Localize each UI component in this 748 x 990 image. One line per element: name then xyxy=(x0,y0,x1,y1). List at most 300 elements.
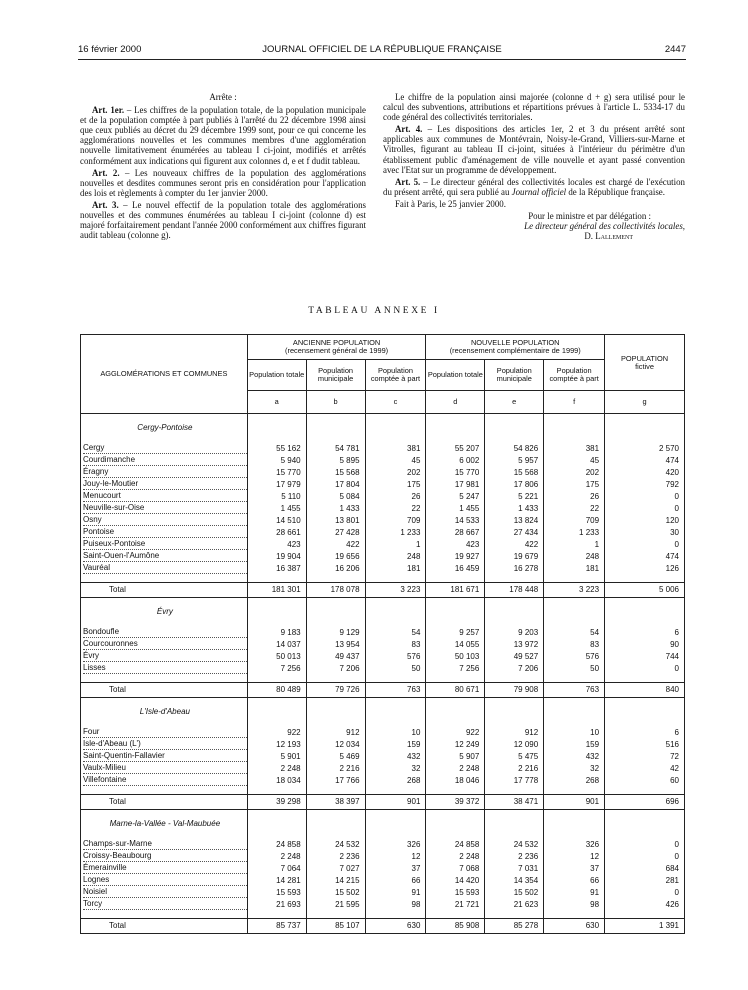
commune-value-c: 709 xyxy=(365,514,426,526)
group-spacer-cell xyxy=(306,786,365,795)
header-nouvelle-title: NOUVELLE POPULATION xyxy=(470,338,560,347)
commune-value-d: 5 247 xyxy=(426,490,485,502)
group-heading-cell xyxy=(485,606,544,618)
commune-value-b: 15 568 xyxy=(306,466,365,478)
commune-value-d: 28 667 xyxy=(426,526,485,538)
group-spacer-cell xyxy=(247,810,306,819)
header-fictive-title: POPULATION xyxy=(620,353,669,363)
commune-value-d: 17 981 xyxy=(426,478,485,490)
table-row xyxy=(81,562,685,574)
header-sub-a: Population totale xyxy=(247,360,306,391)
commune-name-text: Jouy-le-Moutier xyxy=(83,478,247,490)
article-4-text: – Les dispositions des articles 1er, 2 et 3 du présent arrêté sont applicables aux communes de Montévrain, Noisy-le-Grand, Villiers-sur-Marne et Vitrolles, figurant au tableau II ci-joint, situées à l'intérieur du périmètre d'un établissement public d'aménagement de ville nouvelle et ayant passé convention avec l'Etat sur un programme de développement. xyxy=(383,124,685,175)
total-value-d: 80 671 xyxy=(426,683,485,698)
group-spacer-cell xyxy=(605,830,685,838)
group-spacer-cell xyxy=(365,810,426,819)
commune-value-f: 26 xyxy=(544,490,605,502)
group-spacer xyxy=(81,674,685,683)
commune-value-e: 19 679 xyxy=(485,550,544,562)
commune-name xyxy=(81,662,248,674)
commune-value-f: 381 xyxy=(544,442,605,454)
table-row xyxy=(81,478,685,490)
group-spacer-cell xyxy=(81,574,248,583)
table-row xyxy=(81,850,685,862)
commune-name-text: Croissy-Beaubourg xyxy=(83,850,247,862)
table-row xyxy=(81,886,685,898)
group-heading-cell xyxy=(306,606,365,618)
header-rule xyxy=(78,59,686,60)
commune-value-g: 2 570 xyxy=(605,442,685,454)
commune-name xyxy=(81,726,248,738)
commune-value-b: 15 502 xyxy=(306,886,365,898)
total-label: Total xyxy=(81,919,248,934)
commune-name xyxy=(81,838,248,850)
group-spacer-cell xyxy=(426,830,485,838)
group-spacer-cell xyxy=(485,910,544,919)
commune-name-text: Évry xyxy=(83,650,247,662)
commune-value-c: 10 xyxy=(365,726,426,738)
commune-name-text: Saint-Ouen-l'Aumône xyxy=(83,550,247,562)
commune-value-b: 24 532 xyxy=(306,838,365,850)
commune-value-e: 1 433 xyxy=(485,502,544,514)
group-heading-cell xyxy=(426,818,485,830)
article-3-text: – Le nouvel effectif de la population totale des agglomérations nouvelles et des communes énumérées au tableau I ci-joint (colonne d) est majoré forfaitairement pendant l'année 2000 conformément aux chiffres figurant audit tableau (colonne g). xyxy=(80,199,366,241)
commune-value-d: 14 055 xyxy=(426,638,485,650)
commune-value-c: 26 xyxy=(365,490,426,502)
commune-value-b: 912 xyxy=(306,726,365,738)
total-value-c: 3 223 xyxy=(365,583,426,598)
commune-name-text: Saint-Quentin-Fallavier xyxy=(83,750,247,762)
group-heading-cell xyxy=(306,706,365,718)
article-1 xyxy=(80,105,366,166)
group-spacer-cell xyxy=(605,718,685,726)
commune-value-e: 13 824 xyxy=(485,514,544,526)
group-heading-cell xyxy=(247,818,306,830)
article-1-label: Art. 1er. xyxy=(92,105,125,116)
commune-name-text: Lisses xyxy=(83,662,247,674)
total-label: Total xyxy=(81,795,248,810)
header-communes: AGGLOMÉRATIONS ET COMMUNES xyxy=(81,335,248,414)
group-spacer-cell xyxy=(81,830,248,838)
total-value-b: 178 078 xyxy=(306,583,365,598)
total-row xyxy=(81,583,685,598)
table-row xyxy=(81,626,685,638)
group-heading-cell xyxy=(365,606,426,618)
total-value-c: 763 xyxy=(365,683,426,698)
commune-value-e: 14 354 xyxy=(485,874,544,886)
header-fictive-sub: fictive xyxy=(635,361,654,371)
commune-value-d: 18 046 xyxy=(426,774,485,786)
commune-value-e: 12 090 xyxy=(485,738,544,750)
table-row xyxy=(81,874,685,886)
commune-value-g: 516 xyxy=(605,738,685,750)
group-name: Évry xyxy=(81,606,248,618)
group-spacer-cell xyxy=(306,674,365,683)
commune-value-c: 326 xyxy=(365,838,426,850)
header-sub-d: Population totale xyxy=(426,360,485,391)
group-spacer-cell xyxy=(544,786,605,795)
group-spacer-cell xyxy=(247,718,306,726)
commune-value-f: 32 xyxy=(544,762,605,774)
commune-value-c: 1 233 xyxy=(365,526,426,538)
commune-name xyxy=(81,454,248,466)
total-value-b: 38 397 xyxy=(306,795,365,810)
commune-value-f: 1 xyxy=(544,538,605,550)
commune-value-c: 248 xyxy=(365,550,426,562)
commune-value-e: 2 236 xyxy=(485,850,544,862)
group-spacer xyxy=(81,698,685,707)
group-spacer-cell xyxy=(426,434,485,442)
commune-value-g: 30 xyxy=(605,526,685,538)
commune-name-text: Puiseux-Pontoise xyxy=(83,538,247,550)
right-column xyxy=(383,92,685,241)
commune-value-e: 24 532 xyxy=(485,838,544,850)
commune-value-g: 420 xyxy=(605,466,685,478)
group-heading-cell xyxy=(544,422,605,434)
header-sub-b: Population municipale xyxy=(306,360,365,391)
commune-value-a: 15 593 xyxy=(247,886,306,898)
group-spacer-cell xyxy=(485,718,544,726)
group-spacer-cell xyxy=(544,414,605,423)
commune-value-g: 60 xyxy=(605,774,685,786)
commune-value-a: 19 904 xyxy=(247,550,306,562)
article-5-label: Art. 5. xyxy=(395,176,421,187)
group-spacer-cell xyxy=(544,434,605,442)
group-spacer-cell xyxy=(365,414,426,423)
commune-value-g: 120 xyxy=(605,514,685,526)
total-row xyxy=(81,683,685,698)
commune-name xyxy=(81,526,248,538)
table-title: TABLEAU ANNEXE I xyxy=(308,306,440,316)
group-spacer-cell xyxy=(365,434,426,442)
group-heading-row xyxy=(81,422,685,434)
group-spacer-cell xyxy=(365,786,426,795)
group-spacer-cell xyxy=(544,810,605,819)
col-letter-e: e xyxy=(485,391,544,414)
group-heading-cell xyxy=(247,706,306,718)
group-spacer-cell xyxy=(544,718,605,726)
table-row xyxy=(81,650,685,662)
commune-value-a: 16 387 xyxy=(247,562,306,574)
group-spacer-cell xyxy=(81,786,248,795)
group-heading-cell xyxy=(605,818,685,830)
group-spacer-cell xyxy=(605,910,685,919)
group-spacer-cell xyxy=(365,674,426,683)
group-spacer-cell xyxy=(306,718,365,726)
commune-name xyxy=(81,638,248,650)
commune-value-d: 15 593 xyxy=(426,886,485,898)
group-heading-cell xyxy=(247,422,306,434)
commune-value-a: 7 256 xyxy=(247,662,306,674)
group-spacer-cell xyxy=(544,574,605,583)
total-value-e: 38 471 xyxy=(485,795,544,810)
total-value-f: 763 xyxy=(544,683,605,698)
commune-value-b: 422 xyxy=(306,538,365,550)
commune-value-e: 912 xyxy=(485,726,544,738)
commune-name-text: Four xyxy=(83,726,247,738)
commune-value-g: 0 xyxy=(605,502,685,514)
group-spacer-cell xyxy=(485,414,544,423)
commune-name-text: Courdimanche xyxy=(83,454,247,466)
table-row xyxy=(81,490,685,502)
commune-value-f: 248 xyxy=(544,550,605,562)
total-value-g: 1 391 xyxy=(605,919,685,934)
commune-value-b: 1 433 xyxy=(306,502,365,514)
group-name: Cergy-Pontoise xyxy=(81,422,248,434)
commune-value-d: 24 858 xyxy=(426,838,485,850)
group-spacer-cell xyxy=(544,618,605,626)
commune-name-text: Vauréal xyxy=(83,562,247,574)
article-2-text: – Les nouveaux chiffres de la population des agglomérations nouvelles et desdites communes seront pris en considération pour l'application des lois et règlements à compter du 1er janvier 2000. xyxy=(80,167,366,198)
commune-value-f: 175 xyxy=(544,478,605,490)
commune-name xyxy=(81,478,248,490)
commune-value-b: 21 595 xyxy=(306,898,365,910)
commune-value-e: 49 527 xyxy=(485,650,544,662)
group-spacer-cell xyxy=(485,830,544,838)
header-fictive xyxy=(605,335,685,391)
commune-name xyxy=(81,650,248,662)
total-value-a: 85 737 xyxy=(247,919,306,934)
commune-value-a: 55 162 xyxy=(247,442,306,454)
commune-value-b: 54 781 xyxy=(306,442,365,454)
table-row xyxy=(81,762,685,774)
group-spacer xyxy=(81,434,685,442)
group-spacer-cell xyxy=(426,674,485,683)
commune-value-g: 474 xyxy=(605,454,685,466)
commune-value-g: 426 xyxy=(605,898,685,910)
commune-value-f: 98 xyxy=(544,898,605,910)
commune-value-c: 83 xyxy=(365,638,426,650)
commune-value-c: 268 xyxy=(365,774,426,786)
commune-value-d: 9 257 xyxy=(426,626,485,638)
commune-value-g: 126 xyxy=(605,562,685,574)
commune-value-c: 98 xyxy=(365,898,426,910)
group-spacer-cell xyxy=(544,674,605,683)
commune-name-text: Isle-d'Abeau (L') xyxy=(83,738,247,750)
total-label: Total xyxy=(81,683,248,698)
group-spacer-cell xyxy=(485,598,544,607)
total-value-f: 901 xyxy=(544,795,605,810)
group-spacer-cell xyxy=(247,574,306,583)
group-spacer-cell xyxy=(81,698,248,707)
commune-value-f: 22 xyxy=(544,502,605,514)
group-spacer-cell xyxy=(544,910,605,919)
commune-name-text: Lognes xyxy=(83,874,247,886)
commune-value-a: 14 510 xyxy=(247,514,306,526)
group-heading-cell xyxy=(605,606,685,618)
group-spacer-cell xyxy=(247,414,306,423)
table-body xyxy=(81,335,685,934)
commune-value-b: 17 766 xyxy=(306,774,365,786)
table-row xyxy=(81,738,685,750)
commune-value-f: 709 xyxy=(544,514,605,526)
commune-value-f: 181 xyxy=(544,562,605,574)
group-spacer-cell xyxy=(306,618,365,626)
commune-value-g: 72 xyxy=(605,750,685,762)
group-heading-cell xyxy=(426,606,485,618)
group-heading-cell xyxy=(426,422,485,434)
commune-value-a: 7 064 xyxy=(247,862,306,874)
commune-value-g: 0 xyxy=(605,538,685,550)
commune-value-g: 0 xyxy=(605,886,685,898)
commune-value-f: 159 xyxy=(544,738,605,750)
arrete-heading: Arrête : xyxy=(209,92,237,102)
total-value-g: 5 006 xyxy=(605,583,685,598)
col-letter-g: g xyxy=(605,391,685,414)
commune-value-e: 15 502 xyxy=(485,886,544,898)
commune-value-e: 17 778 xyxy=(485,774,544,786)
header-sub-f: Population comptée à part xyxy=(544,360,605,391)
total-value-g: 840 xyxy=(605,683,685,698)
commune-value-e: 422 xyxy=(485,538,544,550)
commune-value-f: 54 xyxy=(544,626,605,638)
group-heading-cell xyxy=(365,422,426,434)
header-date: 16 février 2000 xyxy=(78,44,142,55)
group-spacer-cell xyxy=(247,598,306,607)
population-table xyxy=(80,334,685,934)
commune-value-e: 5 475 xyxy=(485,750,544,762)
group-spacer-cell xyxy=(306,810,365,819)
group-spacer-cell xyxy=(426,786,485,795)
commune-value-a: 50 013 xyxy=(247,650,306,662)
group-spacer-cell xyxy=(426,698,485,707)
group-spacer-cell xyxy=(605,414,685,423)
group-spacer-cell xyxy=(365,830,426,838)
total-value-a: 80 489 xyxy=(247,683,306,698)
commune-value-g: 0 xyxy=(605,490,685,502)
commune-value-b: 7 027 xyxy=(306,862,365,874)
group-spacer-cell xyxy=(306,598,365,607)
group-spacer-cell xyxy=(247,910,306,919)
commune-name xyxy=(81,850,248,862)
group-spacer-cell xyxy=(426,910,485,919)
group-spacer xyxy=(81,810,685,819)
table-row xyxy=(81,442,685,454)
table-row xyxy=(81,514,685,526)
group-spacer-cell xyxy=(426,574,485,583)
commune-value-b: 49 437 xyxy=(306,650,365,662)
commune-value-b: 17 804 xyxy=(306,478,365,490)
commune-value-c: 181 xyxy=(365,562,426,574)
group-spacer-cell xyxy=(544,598,605,607)
group-spacer-cell xyxy=(426,598,485,607)
col-letter-c: c xyxy=(365,391,426,414)
commune-value-c: 576 xyxy=(365,650,426,662)
col-letter-b: b xyxy=(306,391,365,414)
commune-value-f: 66 xyxy=(544,874,605,886)
table-row xyxy=(81,898,685,910)
commune-name-text: Villefontaine xyxy=(83,774,247,786)
group-spacer-cell xyxy=(426,414,485,423)
commune-name-text: Émerainville xyxy=(83,862,247,874)
commune-value-b: 13 954 xyxy=(306,638,365,650)
commune-name-text: Vaulx-Milieu xyxy=(83,762,247,774)
group-spacer-cell xyxy=(247,434,306,442)
article-5 xyxy=(383,177,685,197)
table-row xyxy=(81,466,685,478)
table-row xyxy=(81,638,685,650)
group-spacer-cell xyxy=(81,434,248,442)
commune-value-c: 37 xyxy=(365,862,426,874)
journal-officiel-ref: Journal officiel xyxy=(511,186,567,197)
commune-value-b: 14 215 xyxy=(306,874,365,886)
group-spacer-cell xyxy=(247,618,306,626)
table-row xyxy=(81,774,685,786)
article-2 xyxy=(80,168,366,198)
commune-name-text: Torcy xyxy=(83,898,247,910)
commune-value-b: 5 895 xyxy=(306,454,365,466)
group-spacer-cell xyxy=(81,674,248,683)
group-heading-cell xyxy=(544,606,605,618)
article-1-text: – Les chiffres de la population totale, de la population municipale et de la population comptée à part publiés à l'arrêté du 22 décembre 1998 ainsi que ceux publiés au décret du 29 décembre 1999 sont, pour ce qui concerne les agglomérations nouvelles et les communes membres d'une agglomération nouvelle limitativement énumérées au tableau I ci-joint, modifiés et arrêtés conformément aux indications qui figurent aux colonnes d, e et f dudit tableau. xyxy=(80,105,366,166)
group-heading-cell xyxy=(306,818,365,830)
commune-name xyxy=(81,750,248,762)
commune-value-d: 423 xyxy=(426,538,485,550)
total-value-b: 79 726 xyxy=(306,683,365,698)
delegation-line: Pour le ministre et par délégation : xyxy=(528,211,651,222)
commune-value-c: 50 xyxy=(365,662,426,674)
commune-value-e: 17 806 xyxy=(485,478,544,490)
commune-value-d: 2 248 xyxy=(426,762,485,774)
group-spacer-cell xyxy=(605,434,685,442)
group-spacer-cell xyxy=(306,910,365,919)
total-value-f: 630 xyxy=(544,919,605,934)
table-row xyxy=(81,862,685,874)
commune-value-g: 281 xyxy=(605,874,685,886)
commune-value-b: 7 206 xyxy=(306,662,365,674)
total-value-d: 39 372 xyxy=(426,795,485,810)
col-letter-d: d xyxy=(426,391,485,414)
commune-value-e: 54 826 xyxy=(485,442,544,454)
commune-value-g: 0 xyxy=(605,850,685,862)
commune-value-a: 922 xyxy=(247,726,306,738)
commune-name-text: Noisiel xyxy=(83,886,247,898)
commune-value-c: 32 xyxy=(365,762,426,774)
article-4 xyxy=(383,124,685,174)
commune-value-b: 2 236 xyxy=(306,850,365,862)
commune-value-d: 16 459 xyxy=(426,562,485,574)
table-row xyxy=(81,538,685,550)
commune-value-f: 37 xyxy=(544,862,605,874)
commune-value-c: 54 xyxy=(365,626,426,638)
commune-value-a: 2 248 xyxy=(247,850,306,862)
group-spacer-cell xyxy=(485,698,544,707)
commune-name xyxy=(81,538,248,550)
commune-value-f: 91 xyxy=(544,886,605,898)
commune-value-g: 744 xyxy=(605,650,685,662)
commune-name-text: Cergy xyxy=(83,442,247,454)
commune-name-text: Champs-sur-Marne xyxy=(83,838,247,850)
commune-value-f: 1 233 xyxy=(544,526,605,538)
commune-value-a: 14 037 xyxy=(247,638,306,650)
header-journal-title: JOURNAL OFFICIEL DE LA RÉPUBLIQUE FRANÇAISE xyxy=(262,44,502,55)
commune-name xyxy=(81,862,248,874)
group-spacer-cell xyxy=(247,698,306,707)
commune-value-d: 19 927 xyxy=(426,550,485,562)
commune-value-a: 24 858 xyxy=(247,838,306,850)
table-row xyxy=(81,526,685,538)
group-spacer-cell xyxy=(605,810,685,819)
group-name: Marne-la-Vallée - Val-Maubuée xyxy=(81,818,248,830)
group-spacer-cell xyxy=(426,810,485,819)
group-heading-row xyxy=(81,706,685,718)
commune-value-a: 423 xyxy=(247,538,306,550)
total-value-g: 696 xyxy=(605,795,685,810)
total-row xyxy=(81,919,685,934)
group-heading-cell xyxy=(485,422,544,434)
commune-value-e: 7 031 xyxy=(485,862,544,874)
commune-value-g: 42 xyxy=(605,762,685,774)
